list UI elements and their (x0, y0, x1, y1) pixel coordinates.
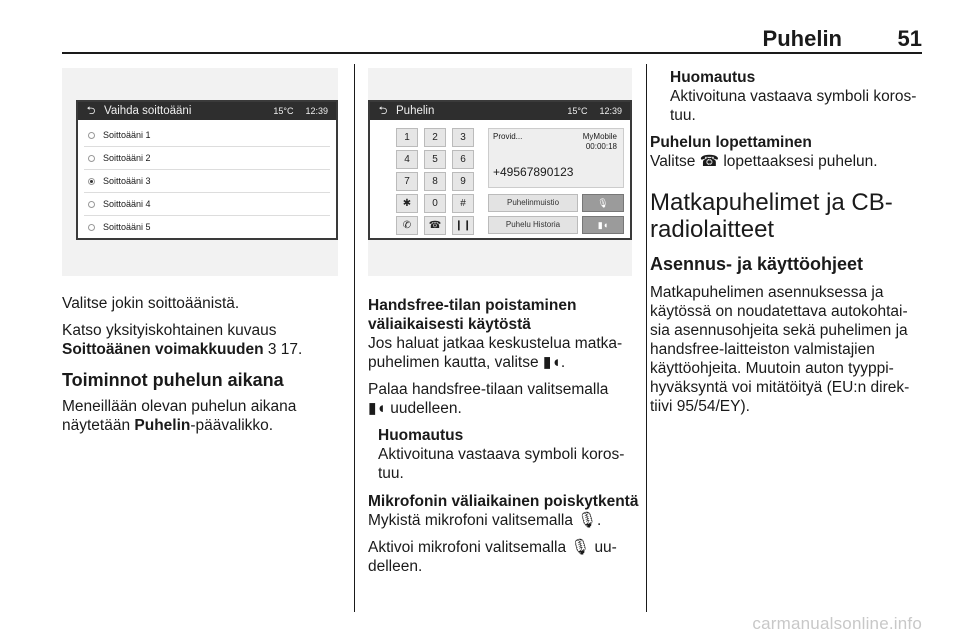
paragraph: Palaa handsfree-tilaan valitsemalla (368, 381, 609, 398)
paragraph: näytetään Puhelin-päävalikko. (62, 417, 274, 434)
phone-number: +49567890123 (493, 165, 574, 179)
ringtone-item[interactable]: Soittoääni 4 (84, 193, 330, 216)
radio-icon (88, 224, 95, 231)
chapter-heading: radiolaitteet (650, 216, 775, 243)
clock: 12:39 (305, 106, 328, 116)
paragraph: puhelimen kautta, valitse ▮◖. (368, 354, 566, 371)
keypad-key[interactable]: 8 (424, 172, 446, 191)
screen-title: Puhelin (396, 105, 435, 117)
paragraph: Matkapuhelimen asennuksessa ja käytössä on noudatettava autokohtai- sia asennusohjeita sekä puhelimen ja handsfree-laitteiston valmistajien käyttöohjeita. Muutoin auton tyyppi- hyväksyntä voi mitätöityä (EU:n direk- tiivi 95/54/EY). (650, 284, 910, 415)
column-1 (62, 294, 346, 435)
keypad-key[interactable]: 3 (452, 128, 474, 147)
column-divider (354, 64, 355, 612)
keypad-key[interactable]: 5 (424, 150, 446, 169)
section-heading: Asennus- ja käyttöohjeet (650, 254, 864, 274)
mute-mic-icon[interactable]: 🎙 (582, 194, 624, 212)
ringtone-item[interactable]: Soittoääni 1 (84, 124, 330, 147)
temperature: 15°C (273, 106, 294, 116)
paragraph: Katso yksityiskohtainen kuvaus (62, 322, 277, 339)
paragraph: Meneillään olevan puhelun aikana (62, 398, 297, 415)
subheading: Puhelun lopettaminen (650, 134, 812, 151)
microphone-icon: 🎙 (570, 539, 591, 556)
handset-icon: ▮◖ (542, 354, 561, 371)
call-duration: 00:00:18 (585, 142, 617, 151)
page-reference: 3 17. (267, 341, 303, 358)
hangup-icon: ☎ (699, 153, 719, 170)
column-divider (646, 64, 647, 612)
ringtone-item[interactable]: Soittoääni 2 (84, 147, 330, 170)
column-3 (650, 68, 926, 416)
keypad-key[interactable]: 9 (452, 172, 474, 191)
back-arrow-icon[interactable]: ⮌ (378, 104, 388, 117)
handset-icon: ▮◖ (368, 400, 386, 417)
keypad-key[interactable]: 4 (396, 150, 418, 169)
hangup-icon[interactable]: ☎ (424, 216, 446, 235)
paragraph: Jos haluat jatkaa keskustelua matka- (368, 335, 623, 352)
call-info-box (488, 128, 624, 188)
note-box: Huomautus Aktivoituna vastaava symboli koros- tuu. (670, 68, 926, 125)
keypad-key[interactable]: # (452, 194, 474, 213)
handset-mode-icon[interactable]: ▮◖ (582, 216, 624, 234)
page-number: 51 (897, 26, 922, 51)
paragraph: ▮◖ uudelleen. (368, 400, 462, 417)
keypad-key[interactable]: 7 (396, 172, 418, 191)
keypad-key[interactable]: 6 (452, 150, 474, 169)
paragraph: delleen. (368, 558, 423, 575)
keypad-key[interactable]: 2 (424, 128, 446, 147)
radio-icon (88, 132, 95, 139)
screen-title-bar (370, 102, 630, 120)
note-box: Huomautus Aktivoituna vastaava symboli koros- tuu. (378, 426, 640, 483)
paragraph: Valitse ☎ lopettaaksesi puhelun. (650, 153, 878, 170)
watermark: carmanualsonline.info (752, 614, 922, 633)
subheading: Handsfree-tilan poistaminen (368, 297, 577, 314)
hold-icon[interactable]: ❙❙ (452, 216, 474, 235)
keypad-key[interactable]: 0 (424, 194, 446, 213)
screen-title-bar (78, 102, 336, 120)
note-title: Huomautus (670, 69, 756, 86)
ringtone-item[interactable]: Soittoääni 3 (84, 170, 330, 193)
subheading: väliaikaisesti käytöstä (368, 316, 531, 333)
call-history-button[interactable]: Puhelu Historia (488, 216, 578, 234)
temperature: 15°C (567, 106, 588, 116)
keypad-key[interactable]: ✱ (396, 194, 418, 213)
ringtone-item[interactable]: Soittoääni 5 (84, 216, 330, 238)
section-heading: Toiminnot puhelun aikana (62, 370, 284, 390)
subheading: Mikrofonin väliaikainen poiskytkentä (368, 493, 639, 510)
paragraph: Valitse jokin soittoäänistä. (62, 295, 240, 312)
network-name: MyMobile (582, 132, 617, 141)
microphone-icon: 🎙 (577, 512, 597, 529)
phonebook-button[interactable]: Puhelinmuistio (488, 194, 578, 212)
paragraph: Aktivoi mikrofoni valitsemalla 🎙 uu- (368, 539, 617, 556)
header-rule (62, 52, 922, 54)
cross-reference-link[interactable]: Soittoäänen voimakkuuden (62, 341, 264, 358)
call-icon[interactable]: ✆ (396, 216, 418, 235)
provider: Provid... (493, 132, 523, 141)
column-2 (368, 296, 640, 576)
screenshot-phone (368, 100, 632, 240)
radio-selected-icon (88, 178, 95, 185)
keypad-key[interactable]: 1 (396, 128, 418, 147)
back-arrow-icon[interactable]: ⮌ (86, 104, 96, 117)
screenshot-ringtone (76, 100, 338, 240)
paragraph (62, 340, 346, 359)
note-title: Huomautus (378, 427, 464, 444)
clock: 12:39 (599, 106, 622, 116)
screen-title: Vaihda soittoääni (104, 105, 192, 117)
radio-icon (88, 155, 95, 162)
paragraph: Mykistä mikrofoni valitsemalla 🎙. (368, 512, 602, 529)
keypad-area (370, 120, 630, 238)
section-title: Puhelin (762, 26, 842, 51)
radio-icon (88, 201, 95, 208)
chapter-heading: Matkapuhelimet ja CB- (650, 189, 893, 216)
